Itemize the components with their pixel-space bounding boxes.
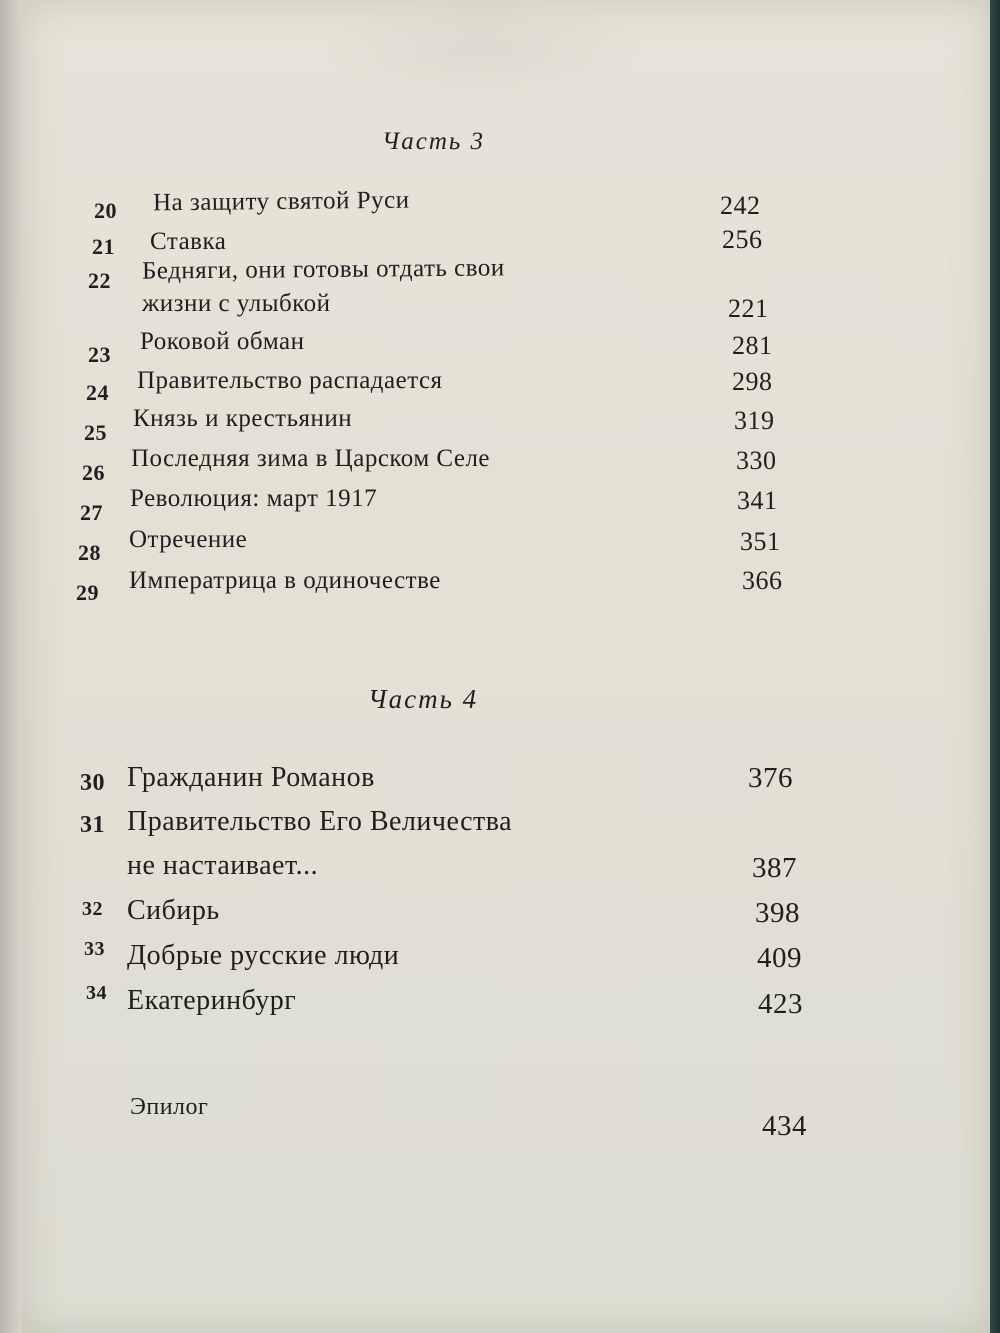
chapter-title: Правительство Его Величества <box>127 806 513 837</box>
chapter-title-continued: не настаивает... <box>127 850 319 881</box>
chapter-number: 20 <box>94 198 117 223</box>
epilogue-title: Эпилог <box>130 1094 209 1120</box>
page-number: 351 <box>740 527 781 556</box>
chapter-title: Гражданин Романов <box>127 762 375 793</box>
chapter-title: Сибирь <box>127 895 220 926</box>
page-number: 423 <box>758 988 803 1020</box>
page-number: 319 <box>734 406 775 435</box>
chapter-title: На защиту святой Руси <box>152 186 410 217</box>
chapter-title: Роковой обман <box>140 328 305 355</box>
chapter-number: 30 <box>80 770 105 796</box>
chapter-number: 31 <box>80 812 105 838</box>
chapter-title: Князь и крестьянин <box>133 405 353 432</box>
page-number: 341 <box>737 486 778 515</box>
chapter-number: 27 <box>80 500 103 525</box>
epilogue-page-number: 434 <box>762 1110 807 1142</box>
page-number: 281 <box>732 331 773 360</box>
chapter-number: 32 <box>82 898 103 920</box>
chapter-title: Императрица в одиночестве <box>129 567 441 594</box>
chapter-number: 24 <box>86 380 109 405</box>
chapter-title: Екатеринбург <box>127 985 297 1016</box>
page-number: 387 <box>752 852 797 884</box>
chapter-title: Бедняги, они готовы отдать свои <box>141 254 505 285</box>
part4-heading: Часть 4 <box>368 684 479 714</box>
chapter-number: 23 <box>88 342 111 367</box>
page-number: 398 <box>755 897 800 929</box>
page-number: 330 <box>736 446 777 475</box>
chapter-number: 21 <box>92 234 115 259</box>
chapter-title: Отречение <box>129 526 248 553</box>
chapter-number: 34 <box>86 982 107 1004</box>
part3-heading: Часть 3 <box>382 128 486 155</box>
page-number: 256 <box>722 225 763 254</box>
chapter-number: 22 <box>88 268 111 293</box>
chapter-title: Правительство распадается <box>137 367 443 394</box>
chapter-title-continued: жизни с улыбкой <box>142 290 331 317</box>
chapter-title: Добрые русские люди <box>127 940 400 971</box>
bleed-through-text <box>322 0 642 100</box>
chapter-title: Революция: март 1917 <box>130 485 378 512</box>
chapter-title: Ставка <box>150 228 227 255</box>
page-number: 242 <box>720 191 761 220</box>
chapter-title: Последняя зима в Царском Селе <box>131 445 491 472</box>
chapter-number: 29 <box>76 580 99 605</box>
chapter-number: 26 <box>82 460 105 485</box>
chapter-number: 28 <box>78 540 101 565</box>
page-number: 366 <box>742 566 783 595</box>
page-number: 409 <box>757 942 802 974</box>
chapter-number: 33 <box>84 938 105 960</box>
chapter-number: 25 <box>84 420 107 445</box>
page-number: 376 <box>748 762 793 794</box>
book-gutter <box>0 0 22 1333</box>
page-number: 221 <box>728 294 769 323</box>
page-number: 298 <box>732 367 773 396</box>
table-edge <box>990 0 1000 1333</box>
